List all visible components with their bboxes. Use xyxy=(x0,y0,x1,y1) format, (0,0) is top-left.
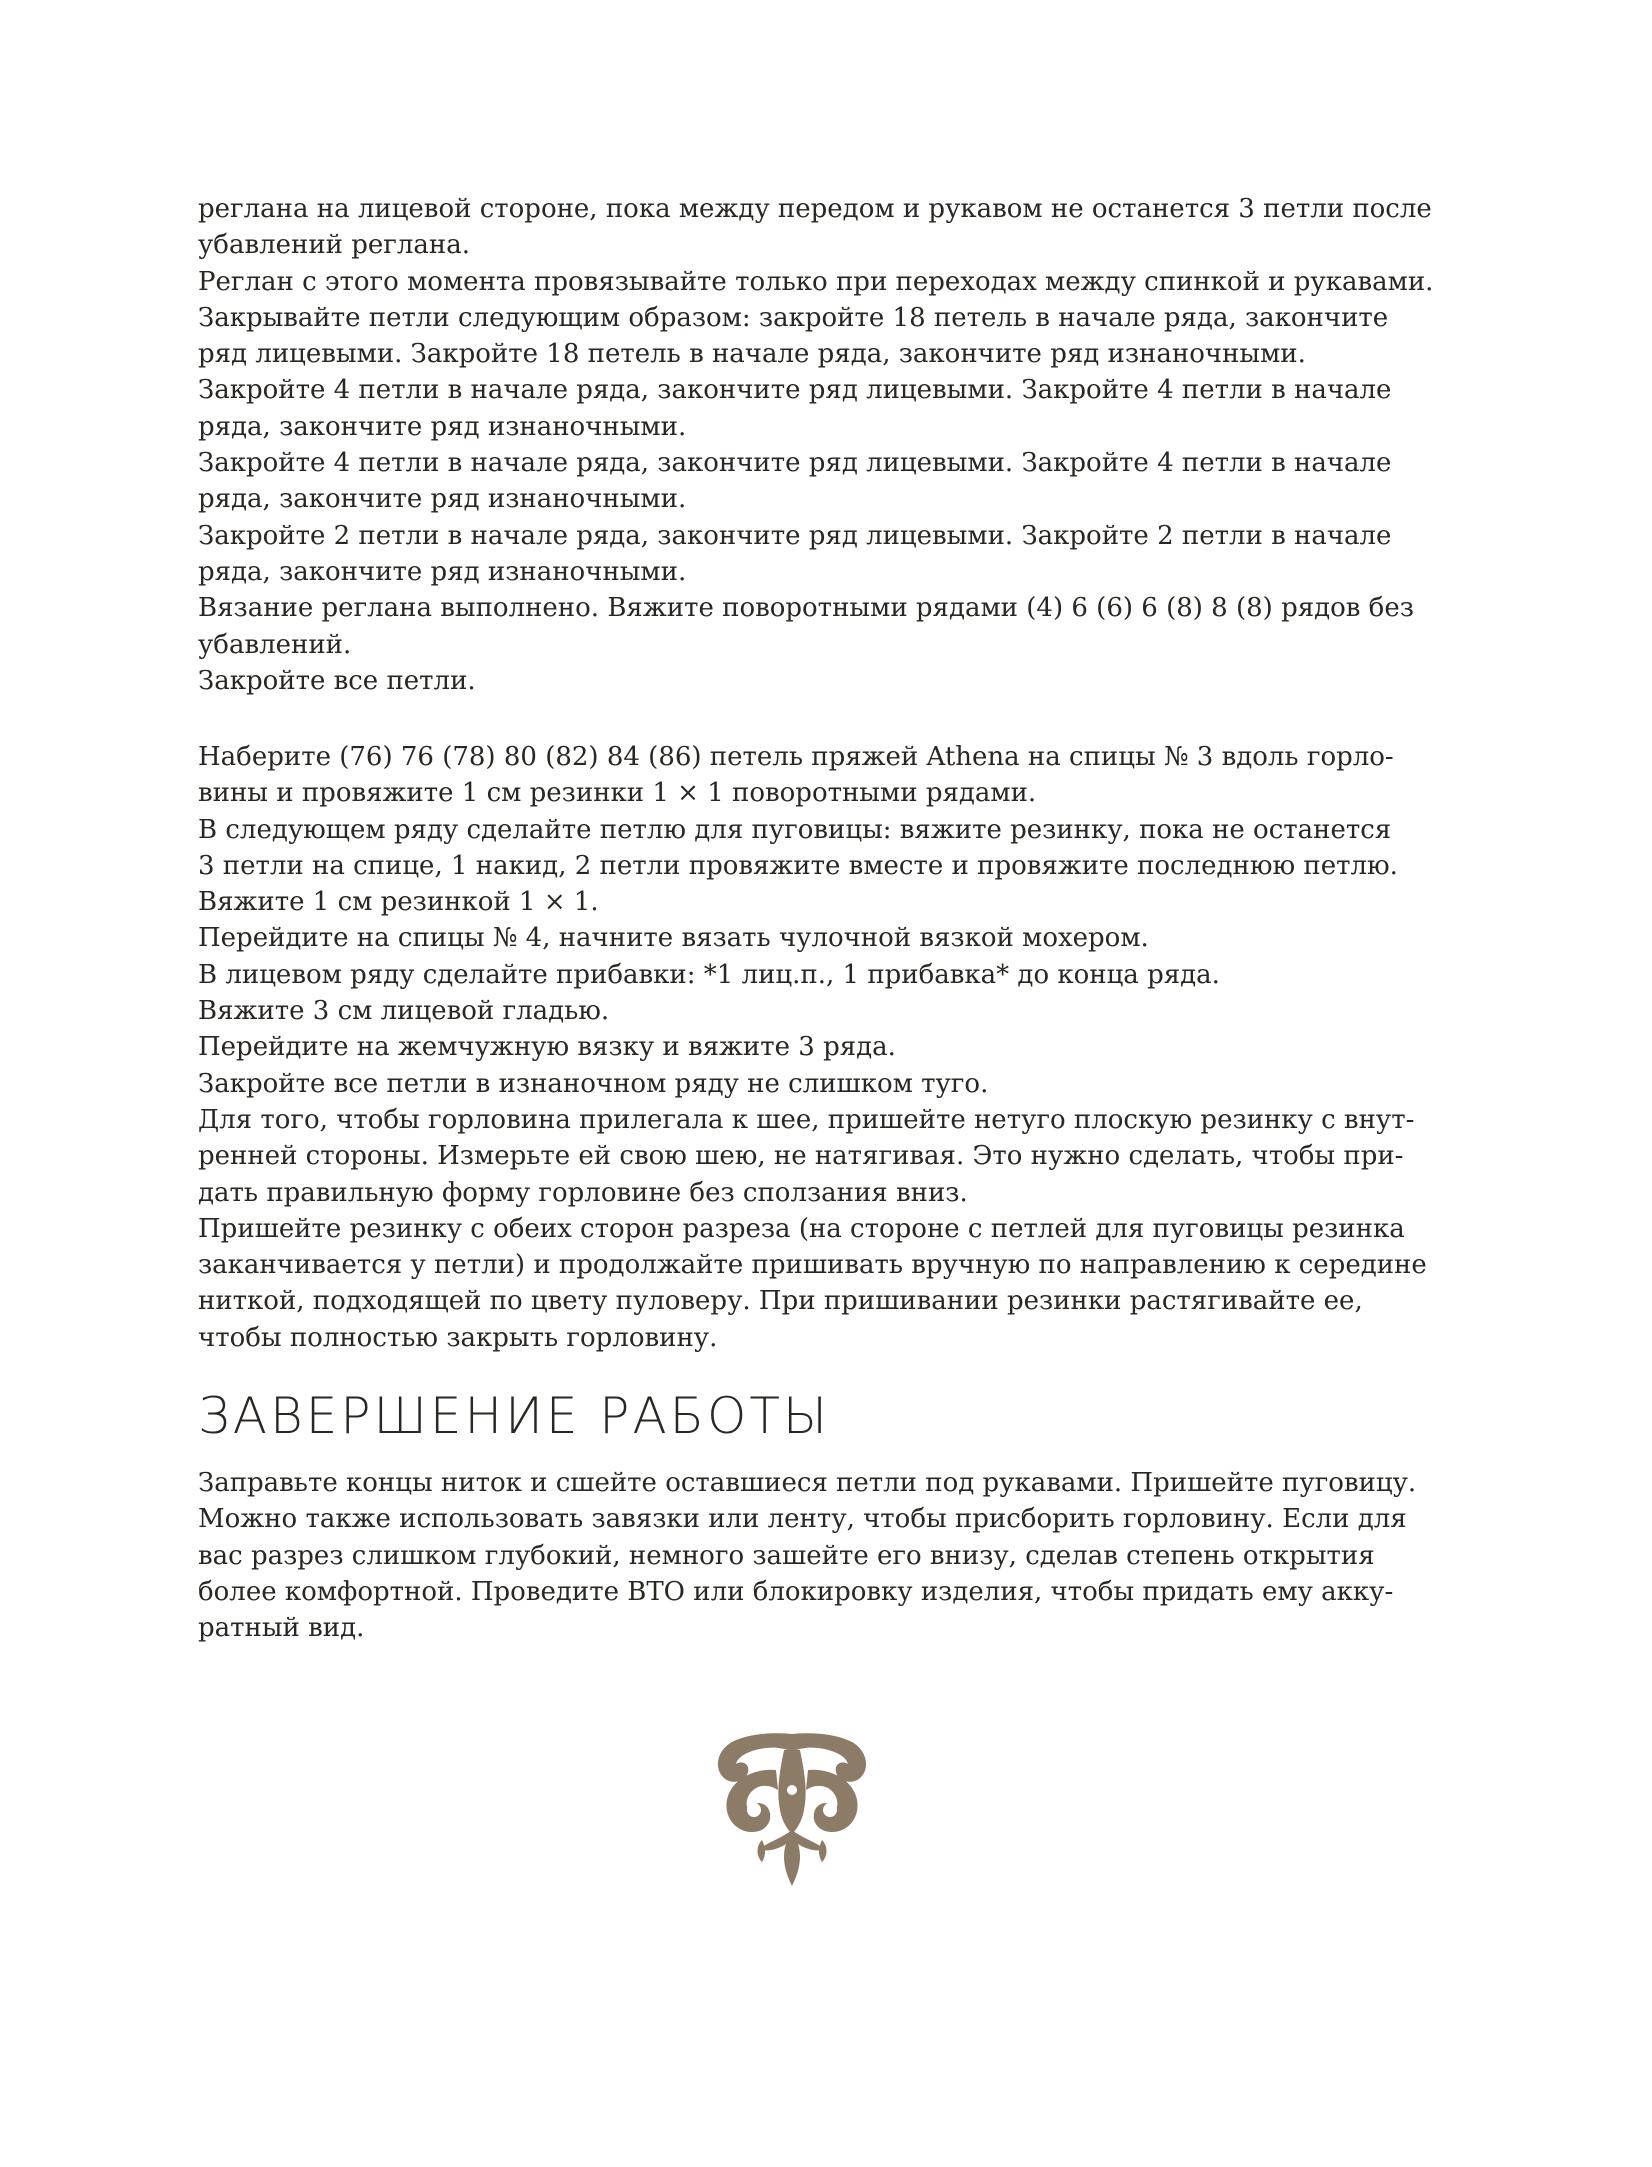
paragraph-finishing xyxy=(198,1465,1417,1646)
text-line: Закройте 2 петли в начале ряда, закончите ряд лицевыми. Закройте 2 петли в начале xyxy=(198,520,1392,551)
ornamental-flourish-icon xyxy=(710,1730,874,1890)
text-line: Вяжите 1 см резинкой 1 × 1. xyxy=(198,887,599,918)
text-line: ряда, закончите ряд изнаночными. xyxy=(198,411,687,442)
text-line: убавлений реглана. xyxy=(198,230,471,261)
paragraph-neckline xyxy=(198,739,1427,1356)
text-line: Закрывайте петли следующим образом: закройте 18 петель в начале ряда, закончите xyxy=(198,302,1389,333)
text-line: В следующем ряду сделайте петлю для пуговицы: вяжите резинку, пока не останется xyxy=(198,814,1392,845)
text-line: ряда, закончите ряд изнаночными. xyxy=(198,484,687,515)
text-line: Вязание реглана выполнено. Вяжите поворотными рядами (4) 6 (6) 6 (8) 8 (8) рядов без xyxy=(198,593,1414,624)
text-line: ниткой, подходящей по цвету пуловеру. При пришивании резинки растягивайте ее, xyxy=(198,1286,1363,1317)
text-line: Наберите (76) 76 (78) 80 (82) 84 (86) петель пряжей Athena на спицы № 3 вдоль горло- xyxy=(198,742,1394,772)
text-line: более комфортной. Проведите ВТО или блокировку изделия, чтобы придать ему акку- xyxy=(198,1576,1394,1607)
text-line: Пришейте резинку с обеих сторон разреза (на стороне с петлей для пуговицы резинка xyxy=(198,1213,1405,1244)
text-line: Вяжите 3 см лицевой гладью. xyxy=(198,996,610,1027)
text-line: дать правильную форму горловине без сползания вниз. xyxy=(198,1177,968,1208)
text-line: реглана на лицевой стороне, пока между передом и рукавом не останется 3 петли после xyxy=(198,194,1432,224)
text-line: Закройте 4 петли в начале ряда, закончите ряд лицевыми. Закройте 4 петли в начале xyxy=(198,448,1392,479)
text-line: Закройте все петли в изнаночном ряду не слишком туго. xyxy=(198,1068,989,1099)
paragraph-raglan xyxy=(198,191,1434,699)
text-line: Перейдите на жемчужную вязку и вяжите 3 ряда. xyxy=(198,1032,896,1063)
text-line: Перейдите на спицы № 4, начните вязать чулочной вязкой мохером. xyxy=(198,923,1149,954)
text-line: Заправьте концы ниток и сшейте оставшиеся петли под рукавами. Пришейте пуговицу. xyxy=(198,1468,1417,1498)
text-line: ряда, закончите ряд изнаночными. xyxy=(198,556,687,587)
text-line: В лицевом ряду сделайте прибавки: *1 лиц.п., 1 прибавка* до конца ряда. xyxy=(198,959,1220,990)
text-line: ряд лицевыми. Закройте 18 петель в начале ряда, закончите ряд изнаночными. xyxy=(198,339,1306,370)
text-line: Закройте 4 петли в начале ряда, закончите ряд лицевыми. Закройте 4 петли в начале xyxy=(198,375,1392,406)
text-line: убавлений. xyxy=(198,629,352,660)
text-line: 3 петли на спице, 1 накид, 2 петли провяжите вместе и провяжите последнюю петлю. xyxy=(198,850,1398,881)
text-line: ратный вид. xyxy=(198,1613,365,1644)
text-line: вины и провяжите 1 см резинки 1 × 1 поворотными рядами. xyxy=(198,778,1037,809)
text-line: заканчивается у петли) и продолжайте пришивать вручную по направлению к середине xyxy=(198,1250,1427,1281)
text-line: Можно также использовать завязки или ленту, чтобы присборить горловину. Если для xyxy=(198,1504,1407,1535)
text-line: Для того, чтобы горловина прилегала к шее, пришейте нетуго плоскую резинку с внут- xyxy=(198,1104,1415,1135)
text-line: ренней стороны. Измерьте ей свою шею, не натягивая. Это нужно сделать, чтобы при- xyxy=(198,1141,1404,1172)
text-line: Реглан с этого момента провязывайте только при переходах между спинкой и рукавами. xyxy=(198,266,1434,297)
text-line: Закройте все петли. xyxy=(198,665,476,696)
text-line: вас разрез слишком глубокий, немного зашейте его внизу, сделав степень открытия xyxy=(198,1540,1375,1571)
text-line: чтобы полностью закрыть горловину. xyxy=(198,1322,718,1353)
section-heading: ЗАВЕРШЕНИЕ РАБОТЫ xyxy=(198,1387,830,1445)
